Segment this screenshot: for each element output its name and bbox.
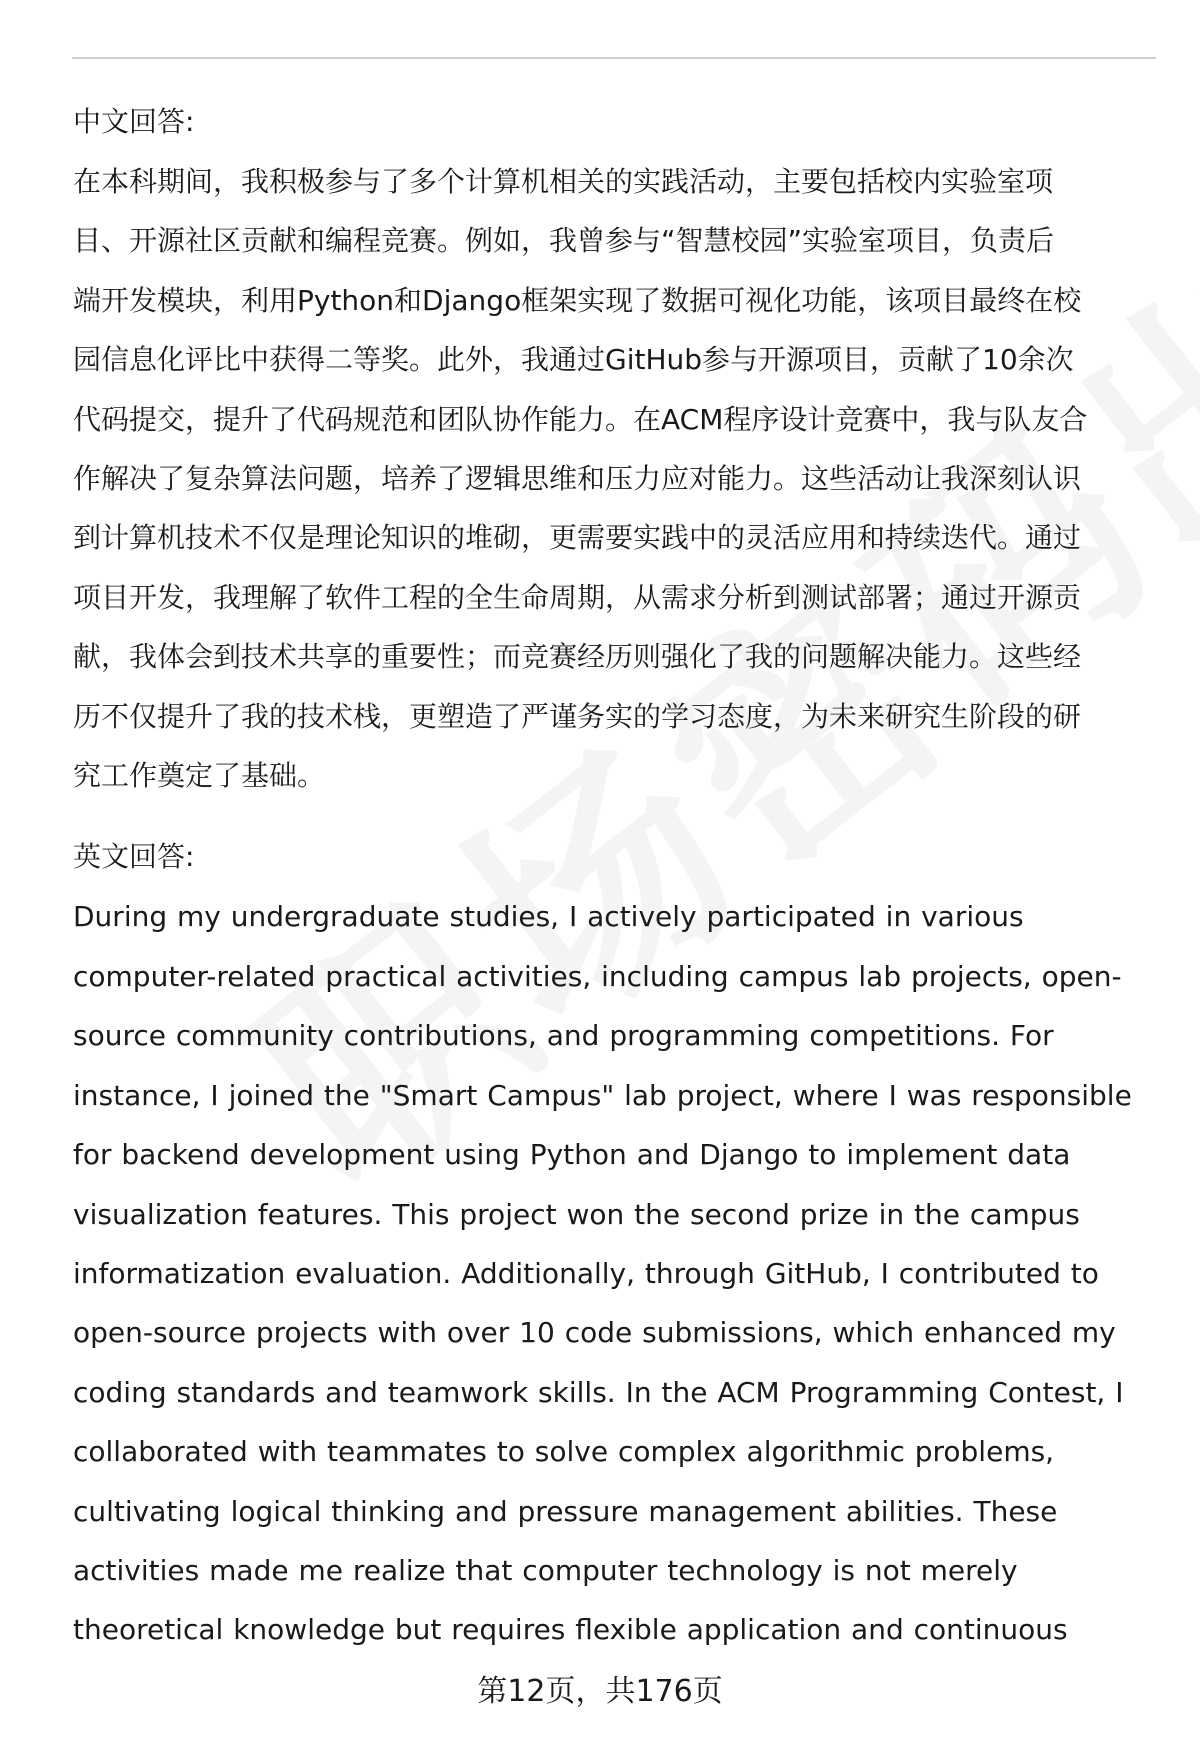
en-line: cultivating logical thinking and pressure management abilities. These (73, 1494, 1058, 1528)
zh-line: 究工作奠定了基础。 (73, 759, 326, 793)
zh-line: 目、开源社区贡献和编程竞赛。例如，我曾参与“智慧校园”实验室项目，负责后 (73, 224, 1055, 258)
en-line: During my undergraduate studies, I actively participated in various (73, 900, 1024, 934)
zh-line: 作解决了复杂算法问题，培养了逻辑思维和压力应对能力。这些活动让我深刻认识 (73, 462, 1082, 496)
en-line: collaborated with teammates to solve complex algorithmic problems, (73, 1435, 1055, 1469)
en-line: activities made me realize that computer technology is not merely (73, 1553, 1018, 1587)
zh-line: 园信息化评比中获得二等奖。此外，我通过GitHub参与开源项目，贡献了10余次 (73, 343, 1074, 377)
zh-line: 端开发模块，利用Python和Django框架实现了数据可视化功能，该项目最终在校 (73, 283, 1082, 317)
en-line: instance, I joined the "Smart Campus" lab project, where I was responsible (73, 1078, 1132, 1112)
zh-line: 在本科期间，我积极参与了多个计算机相关的实践活动，主要包括校内实验室项 (73, 165, 1054, 198)
en-line: coding standards and teamwork skills. In the ACM Programming Contest, I (73, 1375, 1124, 1409)
page-number: 第12页，共176页 (477, 1674, 723, 1709)
en-line: source community contributions, and programming competitions. For (73, 1019, 1054, 1053)
en-answer-paragraph (73, 887, 1163, 1659)
en-line: for backend development using Python and Django to implement data (73, 1138, 1071, 1172)
section-gap (73, 805, 1163, 827)
en-answer-label: 英文回答: (73, 840, 195, 874)
zh-line: 历不仅提升了我的技术栈，更塑造了严谨务实的学习态度，为未来研究生阶段的研 (73, 699, 1082, 733)
en-line: open-source projects with over 10 code submissions, which enhanced my (73, 1316, 1116, 1350)
zh-line: 项目开发，我理解了软件工程的全生命周期，从需求分析到测试部署；通过开源贡 (73, 580, 1082, 614)
zh-answer-paragraph (73, 152, 1163, 805)
document-body (73, 92, 1163, 1660)
en-line: theoretical knowledge but requires flexible application and continuous (73, 1613, 1068, 1647)
en-line: visualization features. This project won the second prize in the campus (73, 1197, 1080, 1231)
zh-answer-label: 中文回答: (73, 105, 195, 138)
en-line: informatization evaluation. Additionally, through GitHub, I contributed to (73, 1256, 1099, 1290)
zh-line: 代码提交，提升了代码规范和团队协作能力。在ACM程序设计竞赛中，我与队友合 (73, 402, 1088, 436)
en-line: computer-related practical activities, including campus lab projects, open- (73, 959, 1122, 993)
header-divider (72, 57, 1156, 59)
zh-line: 献，我体会到技术共享的重要性；而竞赛经历则强化了我的问题解决能力。这些经 (73, 640, 1082, 674)
zh-line: 到计算机技术不仅是理论知识的堆砌，更需要实践中的灵活应用和持续迭代。通过 (73, 521, 1082, 555)
